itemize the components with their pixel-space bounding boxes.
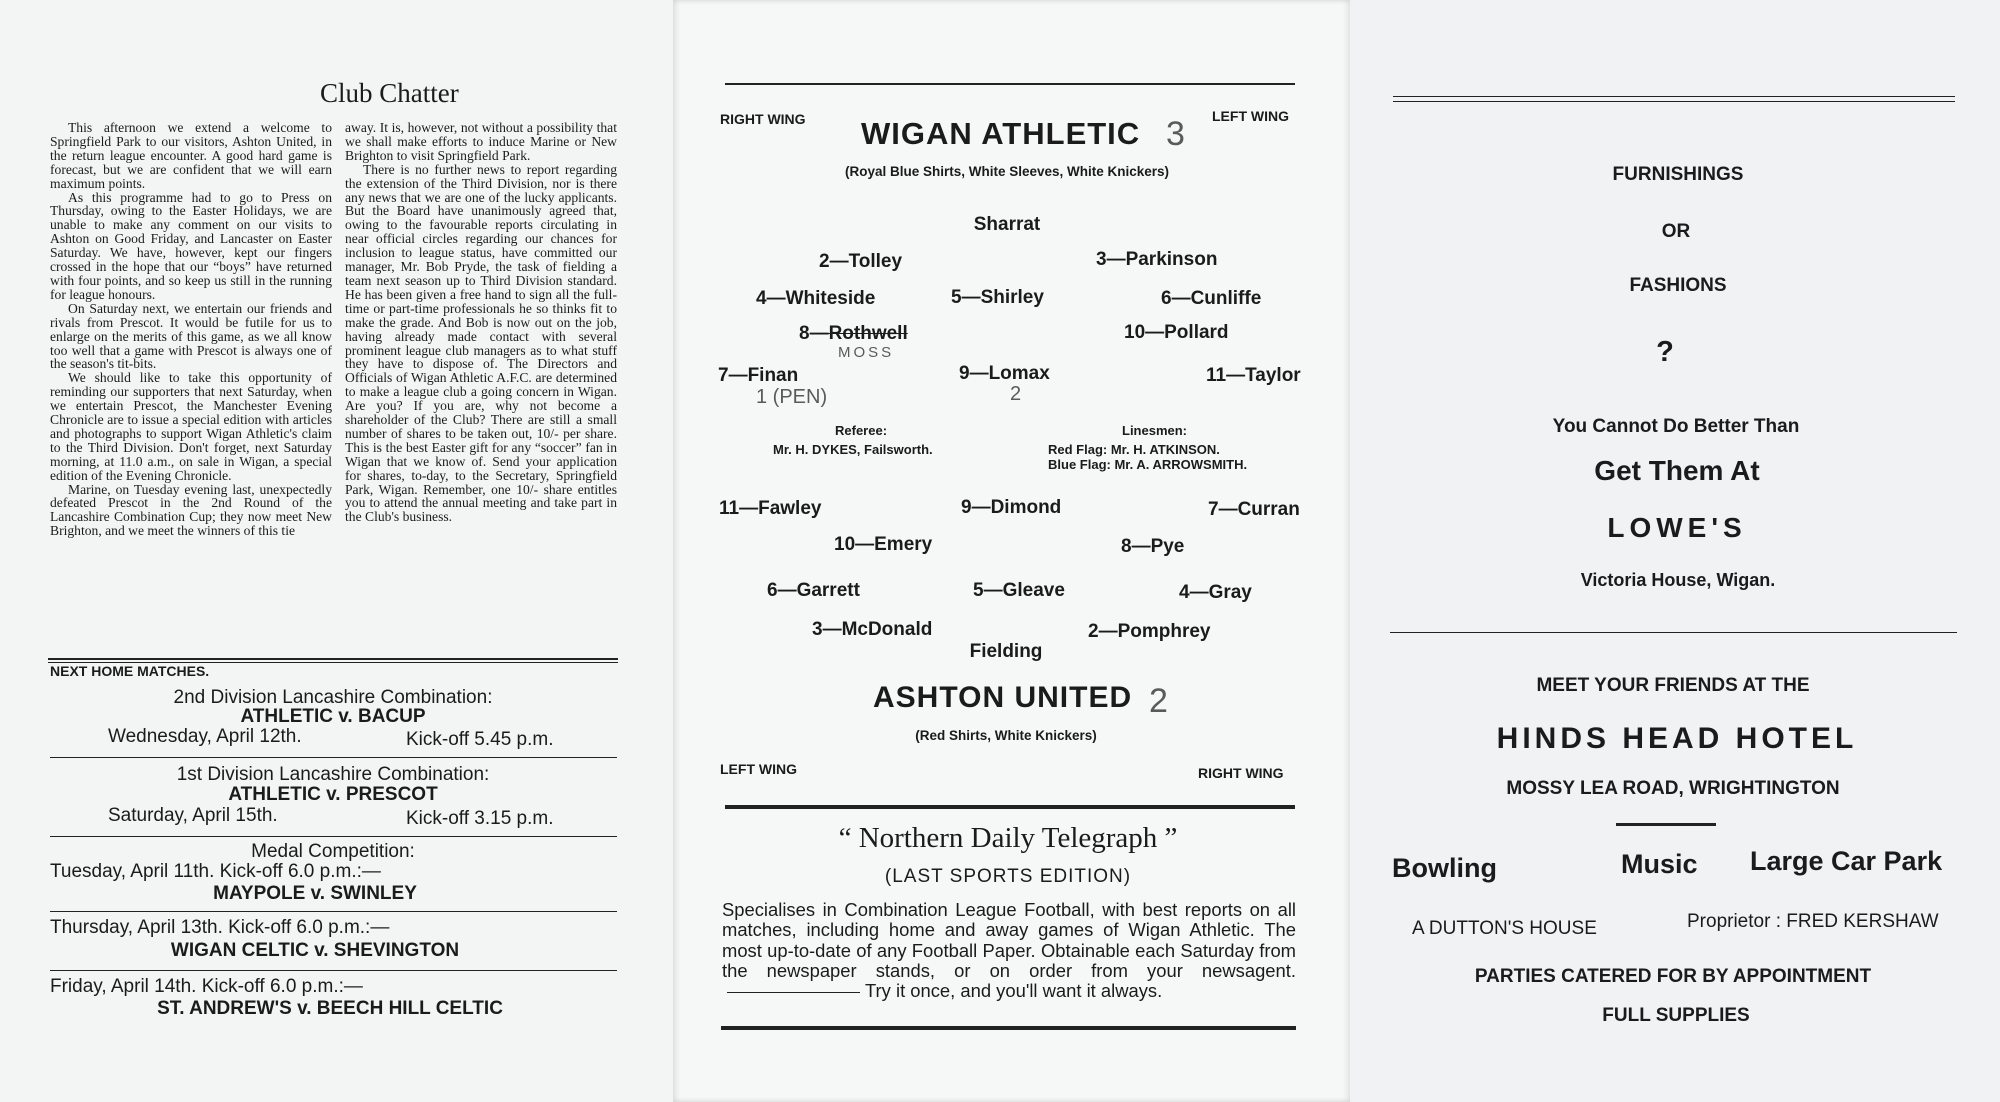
newspaper-desc-text: Specialises in Combination League Football, with best reports on all matches, including home and away games of Wigan Athletic. The most up-to-date of any Football Paper. Obtainable each Saturday from the newspaper stands, or on order from your newsagent. (722, 899, 1296, 981)
home-player: 4—Whiteside (756, 288, 876, 309)
linesmen-label: Linesmen: (1122, 423, 1188, 438)
home-team-name: WIGAN ATHLETIC (861, 116, 1141, 151)
home-player: 6—Cunliffe (1161, 288, 1262, 309)
chatter-paragraph: We should like to take this opportunity of reminding our supporters that next Saturday, when we entertain Prescot, the Manchester Evening Chronicle are to issue a special edition with articles and photographs to support Wigan Athletic's claim to the Third Division. Don't forget, next Saturday morning, at 11.0 a.m., on sale in Wigan, a special edition of the Evening Chronicle. (50, 370, 332, 483)
blue-flag-linesman: Blue Flag: Mr. A. ARROWSMITH. (1048, 457, 1248, 472)
home-player: 7—Finan (718, 365, 799, 386)
away-player: 8—Pye (1121, 536, 1185, 557)
divider (721, 1026, 1296, 1030)
lowes-question: ? (1656, 336, 1674, 368)
chatter-paragraph: away. It is, however, not without a possibility that we shall make efforts to induce Marine or New Brighton to visit Springfield Park. (345, 120, 617, 163)
lowes-furnishings: FURNISHINGS (1612, 164, 1744, 185)
lowes-cannot-do-better: You Cannot Do Better Than (1552, 416, 1800, 437)
newspaper-edition: (LAST SPORTS EDITION) (884, 866, 1132, 887)
divider (50, 836, 617, 837)
home-player: 9—Lomax (959, 363, 1050, 384)
chatter-column-left (50, 121, 332, 538)
lowes-get-them-at: Get Them At (1594, 455, 1760, 486)
match-when: Friday, April 14th. Kick-off 6.0 p.m.:— (50, 976, 363, 997)
divider (48, 658, 618, 660)
match-teams: WIGAN CELTIC v. SHEVINGTON (170, 940, 460, 961)
match-when: Tuesday, April 11th. Kick-off 6.0 p.m.:— (50, 861, 381, 882)
match-teams: ATHLETIC v. PRESCOT (228, 784, 438, 805)
match-competition: Medal Competition: (251, 841, 415, 862)
away-team-name: ASHTON UNITED (873, 681, 1133, 714)
away-score-handwritten: 2 (1149, 682, 1168, 720)
chatter-paragraph: Marine, on Tuesday evening last, unexpectedly defeated Prescot in the 2nd Round of the Lancashire Combination Cup; they now meet New Brighton, and we meet the winners of this tie (50, 481, 332, 539)
divider (725, 83, 1295, 85)
hotel-proprietor: Proprietor : FRED KERSHAW (1687, 911, 1939, 932)
referee-name: Mr. H. DYKES, Failsworth. (773, 442, 933, 457)
hotel-feature-music: Music (1621, 849, 1698, 879)
home-player-substituted (799, 323, 908, 345)
left-wing-label: LEFT WING (1212, 108, 1289, 124)
divider (50, 911, 617, 912)
home-team-colours: (Royal Blue Shirts, White Sleeves, White Knickers) (844, 164, 1170, 179)
chatter-column-right (345, 121, 617, 524)
red-flag-linesman: Red Flag: Mr. H. ATKINSON. (1048, 442, 1220, 457)
rule-line (727, 992, 860, 993)
home-player: 2—Tolley (819, 251, 903, 272)
hotel-name: HINDS HEAD HOTEL (1496, 722, 1858, 755)
home-goalkeeper: Sharrat (973, 214, 1041, 235)
right-wing-label: RIGHT WING (1198, 765, 1284, 781)
club-chatter-title: Club Chatter (320, 78, 459, 108)
away-player: 11—Fawley (719, 498, 822, 519)
away-player: 2—Pomphrey (1088, 621, 1211, 642)
chatter-paragraph: On Saturday next, we entertain our friends and rivals from Prescot. It would be futile for us to enlarge on the merits of this game, as we all know too well that a game with Prescot is always one of the season's tit-bits. (50, 300, 332, 372)
newspaper-description (722, 900, 1296, 1001)
away-player: 7—Curran (1208, 499, 1300, 520)
divider (1393, 101, 1955, 102)
struck-player-name: Rothwell (828, 323, 908, 344)
home-player: 5—Shirley (951, 287, 1044, 308)
match-teams: ATHLETIC v. BACUP (240, 706, 426, 727)
home-player: 10—Pollard (1124, 322, 1229, 343)
next-home-matches-heading: NEXT HOME MATCHES. (50, 663, 210, 679)
away-team-colours: (Red Shirts, White Knickers) (915, 728, 1097, 743)
hotel-feature-bowling: Bowling (1392, 853, 1497, 883)
home-player: 3—Parkinson (1096, 249, 1218, 270)
match-date: Wednesday, April 12th. (108, 726, 302, 747)
newspaper-title: “ Northern Daily Telegraph ” (838, 822, 1178, 854)
match-when: Thursday, April 13th. Kick-off 6.0 p.m.:— (50, 917, 390, 938)
substitute-handwritten: MOSS (838, 344, 895, 361)
hotel-meet-your-friends: MEET YOUR FRIENDS AT THE (1536, 675, 1810, 696)
away-player: 9—Dimond (961, 497, 1062, 518)
chatter-paragraph: As this programme had to go to Press on Thursday, owing to the Easter Holidays, we are unable to make any comment on our visits to Ashton on Good Friday, and Lancaster on Easter Saturday. We have, however, kept our fingers crossed in the hope that our “boys” have returned with four points, and so keep us still in the running for league honours. (50, 189, 332, 302)
divider (1393, 96, 1955, 97)
match-competition: 2nd Division Lancashire Combination: (173, 687, 493, 708)
divider (725, 805, 1295, 809)
player-number: 8— (799, 323, 829, 344)
match-teams: ST. ANDREW'S v. BEECH HILL CELTIC (157, 998, 503, 1019)
match-kickoff: Kick-off 3.15 p.m. (406, 808, 554, 829)
away-player: 4—Gray (1179, 582, 1252, 603)
hotel-parties: PARTIES CATERED FOR BY APPOINTMENT (1474, 966, 1872, 987)
match-teams: MAYPOLE v. SWINLEY (213, 883, 417, 904)
away-player: 5—Gleave (973, 580, 1065, 601)
divider (50, 970, 617, 971)
divider (1616, 823, 1716, 826)
left-wing-label: LEFT WING (720, 761, 797, 777)
newspaper-tagline: Try it once, and you'll want it always. (865, 980, 1163, 1002)
hotel-full-supplies: FULL SUPPLIES (1602, 1005, 1750, 1026)
lowes-fashions: FASHIONS (1629, 275, 1727, 296)
referee-label: Referee: (835, 423, 888, 438)
right-wing-label: RIGHT WING (720, 111, 806, 127)
hotel-feature-car-park: Large Car Park (1750, 846, 1943, 876)
lowes-or: OR (1661, 221, 1691, 242)
chatter-paragraph: This afternoon we extend a welcome to Springfield Park to our visitors, Ashton United, in the return league encounter. A good hard game is forecast, but we are confident that we will earn maximum points. (50, 120, 332, 191)
match-kickoff: Kick-off 5.45 p.m. (406, 729, 554, 750)
match-competition: 1st Division Lancashire Combination: (176, 764, 490, 785)
scorer-note-handwritten: 2 (1010, 383, 1022, 405)
home-player: 11—Taylor (1206, 365, 1301, 386)
away-player: 3—McDonald (812, 619, 933, 640)
match-date: Saturday, April 15th. (108, 805, 278, 826)
hotel-duttons-house: A DUTTON'S HOUSE (1412, 918, 1597, 939)
lowes-name: LOWE'S (1607, 512, 1747, 543)
home-score-handwritten: 3 (1166, 115, 1185, 153)
away-player: 6—Garrett (767, 580, 860, 601)
away-goalkeeper: Fielding (969, 641, 1043, 662)
chatter-paragraph: There is no further news to report regarding the extension of the Third Division, nor is there any news that we are one of the lucky applicants. But the Board have unanimously agreed that, owing to the favourable reports circulating in near official circles regarding our chances for inclusion to league status, have committed our manager, Mr. Bob Pryde, the task of fielding a team next season up to Third Division standard. He has been given a free hand to sign all the full-time or part-time professionals he so thinks fit to make the grade. And Bob is now out on the job, having already made contact with several prominent league club managers as to what stuff they have to dispose of. The Directors and Officials of Wigan Athletic A.F.C. are determined to make a league club a going concern in Wigan. Are you? If you are, why not become a shareholder of the Club? There are still a small number of shares to be taken out, 10/- per share. This is the best Easter gift for any “soccer” fan in Wigan that we know of. Send your application for shares, to-day, to the Secretary, Springfield Park, Wigan. Remember, one 10/- share entitles you to attend the annual meeting and take part in the Club's business. (345, 161, 617, 525)
divider (50, 757, 617, 758)
hotel-address: MOSSY LEA ROAD, WRIGHTINGTON (1506, 778, 1840, 799)
divider (1390, 632, 1957, 633)
lowes-address: Victoria House, Wigan. (1580, 570, 1776, 590)
away-player: 10—Emery (834, 534, 933, 555)
scorer-note-handwritten: 1 (PEN) (756, 386, 828, 408)
